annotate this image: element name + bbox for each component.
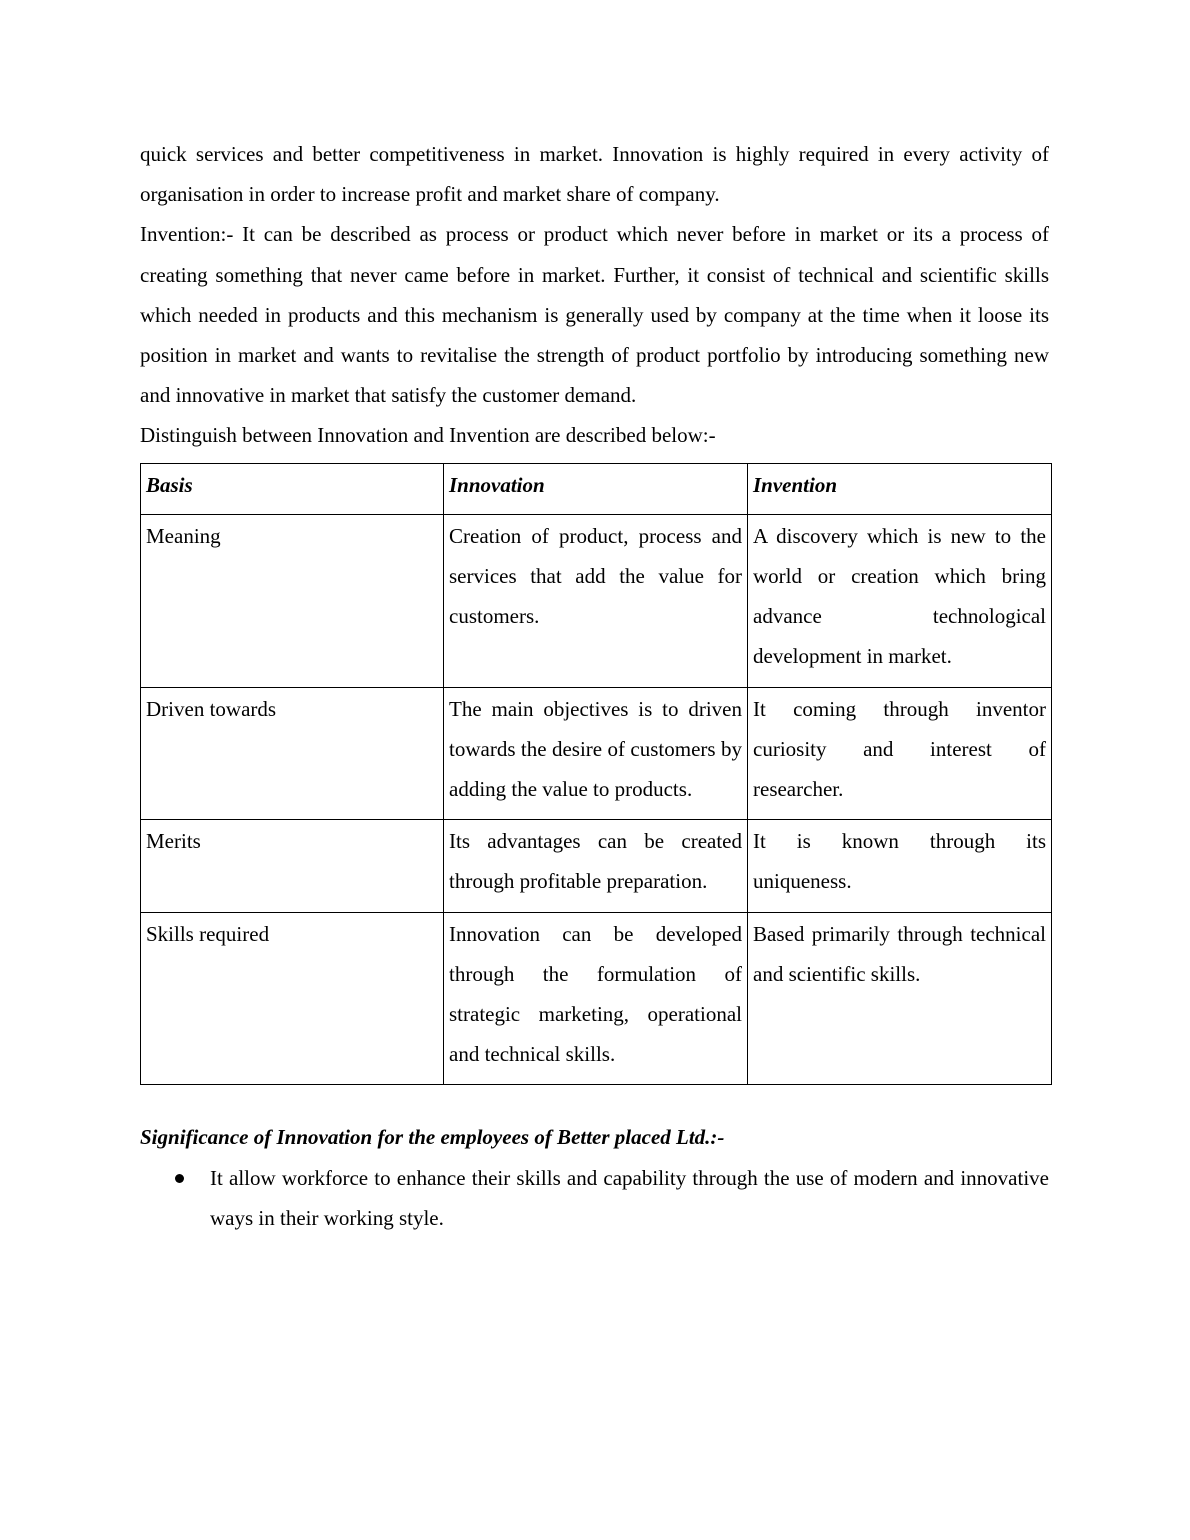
table-row	[141, 912, 1052, 1085]
cell-invention: It is known through its uniqueness.	[748, 820, 1052, 912]
cell-basis: Skills required	[141, 912, 444, 1085]
cell-innovation: The main objectives is to driven towards the desire of customers by adding the value to products.	[444, 687, 748, 820]
cell-innovation: Its advantages can be created through profitable preparation.	[444, 820, 748, 912]
significance-list	[140, 1158, 1049, 1238]
distinguish-paragraph: Distinguish between Innovation and Invention are described below:-	[140, 423, 716, 448]
cell-basis: Meaning	[141, 514, 444, 687]
cell-invention: It coming through inventor curiosity and interest of researcher.	[748, 687, 1052, 820]
cell-invention: A discovery which is new to the world or creation which bring advance technological development in market.	[748, 514, 1052, 687]
header-innovation: Innovation	[444, 463, 748, 514]
document-page	[140, 134, 1049, 1238]
cell-basis: Driven towards	[141, 687, 444, 820]
comparison-table	[140, 463, 1052, 1086]
table-row	[141, 514, 1052, 687]
list-item-text: It allow workforce to enhance their skills and capability through the use of modern and innovative ways in their working style.	[210, 1165, 1049, 1230]
cell-invention: Based primarily through technical and scientific skills.	[748, 912, 1052, 1085]
header-invention: Invention	[748, 463, 1052, 514]
list-item	[140, 1158, 1049, 1238]
table-row	[141, 820, 1052, 912]
table-row	[141, 687, 1052, 820]
header-basis: Basis	[141, 463, 444, 514]
cell-innovation: Innovation can be developed through the formulation of strategic marketing, operational and technical skills.	[444, 912, 748, 1085]
invention-paragraph: Invention:- It can be described as process or product which never before in market or its a process of creating something that never came before in market. Further, it consist of technical and scientific skills which needed in products and this mechanism is generally used by company at the time when it loose its position in market and wants to revitalise the strength of product portfolio by introducing something new and innovative in market that satisfy the customer demand.	[140, 222, 1049, 408]
intro-paragraph: quick services and better competitiveness in market. Innovation is highly required in every activity of organisation in order to increase profit and market share of company.	[140, 142, 1049, 207]
table-header-row	[141, 463, 1052, 514]
bullet-icon	[175, 1174, 184, 1183]
cell-innovation: Creation of product, process and services that add the value for customers.	[444, 514, 748, 687]
significance-heading: Significance of Innovation for the employees of Better placed Ltd.:-	[140, 1125, 725, 1150]
cell-basis: Merits	[141, 820, 444, 912]
